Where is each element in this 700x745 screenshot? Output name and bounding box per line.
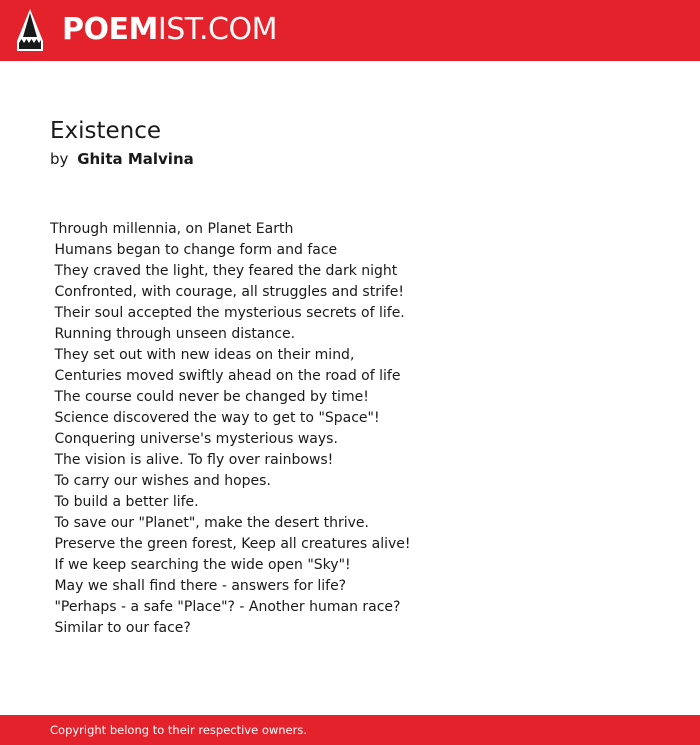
poem-line: The course could never be changed by time! bbox=[50, 389, 369, 405]
poem-line: If we keep searching the wide open "Sky"! bbox=[50, 557, 351, 573]
copyright-text: Copyright belong to their respective owners. bbox=[50, 723, 308, 737]
poem-line: The vision is alive. To fly over rainbows! bbox=[50, 452, 334, 468]
site-header bbox=[0, 0, 700, 61]
poem-line: To carry our wishes and hopes. bbox=[50, 473, 271, 489]
poem-line: They craved the light, they feared the dark night bbox=[50, 263, 398, 279]
author-name: Ghita Malvina bbox=[77, 150, 194, 168]
poem-line: Similar to our face? bbox=[50, 620, 191, 636]
poem-line: Conquering universe's mysterious ways. bbox=[50, 431, 338, 447]
poem-line: Confronted, with courage, all struggles and strife! bbox=[50, 284, 405, 300]
site-footer bbox=[0, 715, 700, 745]
poem-line: Through millennia, on Planet Earth bbox=[50, 221, 294, 237]
poem-title: Existence bbox=[50, 118, 162, 144]
by-label: by bbox=[50, 150, 69, 168]
poem-line: They set out with new ideas on their mind, bbox=[50, 347, 355, 363]
poem-line: Their soul accepted the mysterious secrets of life. bbox=[50, 305, 405, 321]
poem-line: Centuries moved swiftly ahead on the road of life bbox=[50, 368, 401, 384]
poem-line: Preserve the green forest, Keep all creatures alive! bbox=[50, 536, 411, 552]
poem-line: To build a better life. bbox=[50, 494, 199, 510]
poem-line: May we shall find there - answers for life? bbox=[50, 578, 347, 594]
logo-bold-text: POEM bbox=[62, 12, 158, 47]
poem-line: Science discovered the way to get to "Space"! bbox=[50, 410, 380, 426]
site-logo[interactable] bbox=[62, 13, 277, 47]
logo-light-text: IST.COM bbox=[157, 12, 277, 47]
poem-body bbox=[50, 219, 411, 639]
poem-line: To save our "Planet", make the desert thrive. bbox=[50, 515, 369, 531]
byline bbox=[50, 149, 194, 169]
poem-line: Running through unseen distance. bbox=[50, 326, 296, 342]
pencil-icon bbox=[17, 9, 43, 51]
poem-line: Humans began to change form and face bbox=[50, 242, 338, 258]
poem-line: "Perhaps - a safe "Place"? - Another human race? bbox=[50, 599, 401, 615]
